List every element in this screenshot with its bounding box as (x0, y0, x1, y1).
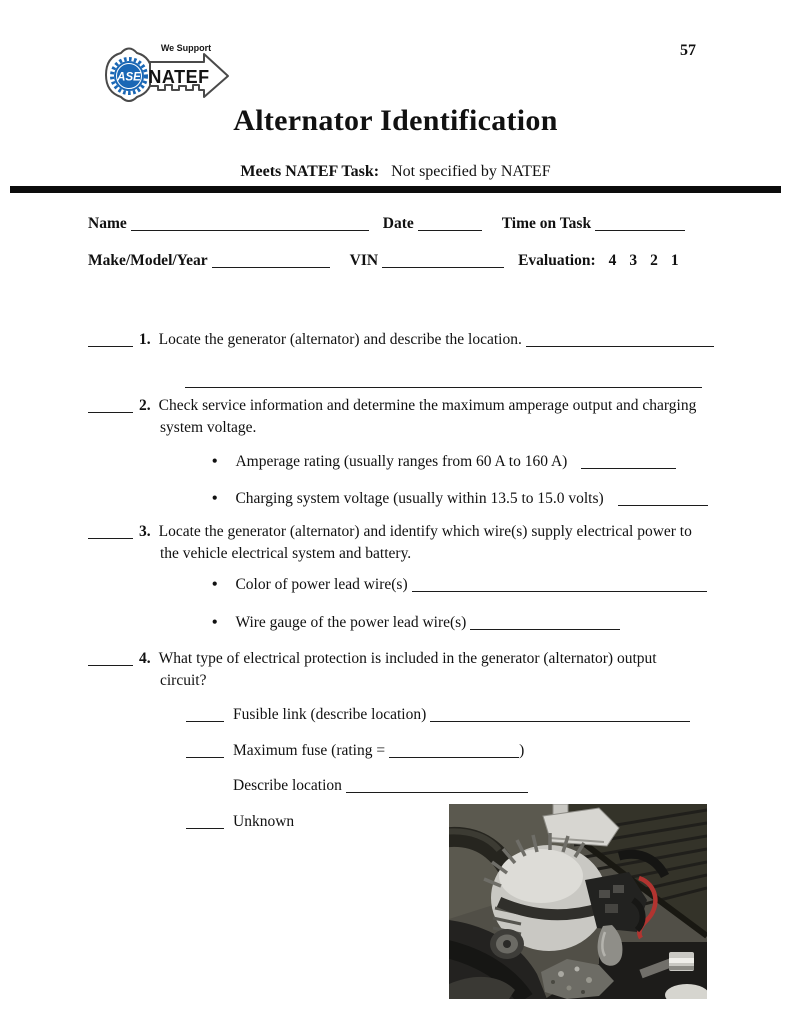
charging-voltage-blank (618, 491, 708, 506)
q1-answer-line2-blank (185, 387, 702, 388)
q4-option-describe-location (233, 776, 528, 796)
fusible-link-location-blank (430, 707, 690, 722)
q2-bullet-voltage (212, 489, 708, 509)
question-1 (88, 330, 714, 350)
bullet-icon: • (212, 614, 218, 631)
unknown-check-blank (186, 814, 224, 829)
vin-label: VIN (349, 252, 379, 269)
evaluation-label: Evaluation: (518, 252, 596, 269)
q2-score-blank (88, 398, 133, 413)
make-model-year-label: Make/Model/Year (88, 252, 208, 269)
fusible-link-check-blank (186, 707, 224, 722)
q1-answer-blank (526, 332, 714, 347)
ase-gear-label: ASE (117, 71, 141, 84)
bullet-icon: • (212, 453, 218, 470)
q2-bullet2-text: Charging system voltage (usually within 13.5 to 15.0 volts) (235, 490, 604, 507)
q2-bullet-amperage (212, 452, 676, 472)
vin-blank (382, 253, 504, 268)
q4-score-blank (88, 651, 133, 666)
evaluation-score-2: 2 (650, 252, 658, 269)
q3-bullet-gauge (212, 613, 620, 633)
question-2 (88, 396, 696, 416)
alternator-photo (449, 804, 707, 999)
question-4 (88, 649, 657, 669)
q4-text-line1: What type of electrical protection is included in the generator (alternator) output (158, 650, 657, 667)
unknown-label: Unknown (233, 813, 295, 830)
q3-bullet-color (212, 575, 707, 595)
evaluation-score-1: 1 (670, 252, 679, 269)
natef-key-icon (100, 40, 230, 106)
name-label: Name (88, 215, 127, 232)
question-2-line2 (160, 418, 256, 438)
maximum-fuse-check-blank (186, 743, 224, 758)
q4-option-maximum-fuse (186, 741, 524, 761)
q1-number: 1. (139, 331, 151, 348)
logo-natef-text: NATEF (148, 67, 210, 87)
q2-text-line2: system voltage. (160, 419, 257, 436)
q4-option-unknown (186, 812, 294, 832)
describe-location-blank (346, 778, 528, 793)
q4-text-line2: circuit? (160, 672, 207, 689)
bullet-icon: • (212, 576, 218, 593)
alternator-photo-image (449, 804, 707, 999)
time-on-task-blank (595, 216, 685, 231)
date-label: Date (382, 215, 414, 232)
fusible-link-label: Fusible link (describe location) (233, 706, 427, 723)
amperage-rating-blank (581, 454, 676, 469)
q2-bullet1-text: Amperage rating (usually ranges from 60 A to 160 A) (235, 453, 568, 470)
page-title: Alternator Identification (233, 104, 558, 137)
natef-logo (100, 40, 230, 111)
q1-score-blank (88, 332, 133, 347)
q4-number: 4. (139, 650, 151, 667)
logo-support-text: We Support (160, 43, 212, 53)
natef-task-line (0, 163, 791, 181)
form-row-vehicle (88, 251, 679, 271)
task-value: Not specified by NATEF (391, 163, 551, 180)
maximum-fuse-suffix: ) (519, 742, 525, 759)
question-3-line2 (160, 544, 411, 564)
q4-option-fusible-link (186, 705, 690, 725)
q2-number: 2. (139, 397, 151, 414)
evaluation-score-4: 4 (608, 252, 617, 269)
q3-bullet2-text: Wire gauge of the power lead wire(s) (235, 614, 467, 631)
wire-color-blank (412, 577, 707, 592)
wire-gauge-blank (470, 615, 620, 630)
q3-number: 3. (139, 523, 151, 540)
q3-text-line2: the vehicle electrical system and battery. (160, 545, 412, 562)
page-number: 57 (680, 42, 696, 59)
describe-location-label: Describe location (233, 777, 342, 794)
q3-bullet1-text: Color of power lead wire(s) (235, 576, 408, 593)
task-label: Meets NATEF Task: (240, 163, 380, 180)
divider-rule (10, 186, 781, 193)
name-blank (131, 216, 369, 231)
bullet-icon: • (212, 490, 218, 507)
q3-text-line1: Locate the generator (alternator) and identify which wire(s) supply electrical power to (158, 523, 692, 540)
maximum-fuse-label: Maximum fuse (rating = (233, 742, 386, 759)
time-on-task-label: Time on Task (501, 215, 592, 232)
question-3 (88, 522, 692, 542)
form-row-name (88, 214, 685, 234)
make-model-year-blank (212, 253, 330, 268)
fuse-rating-blank (389, 743, 519, 758)
q3-score-blank (88, 524, 133, 539)
date-blank (418, 216, 482, 231)
q2-text-line1: Check service information and determine the maximum amperage output and charging (158, 397, 697, 414)
q1-text: Locate the generator (alternator) and describe the location. (158, 331, 522, 348)
evaluation-score-3: 3 (629, 252, 638, 269)
question-4-line2 (160, 671, 206, 691)
